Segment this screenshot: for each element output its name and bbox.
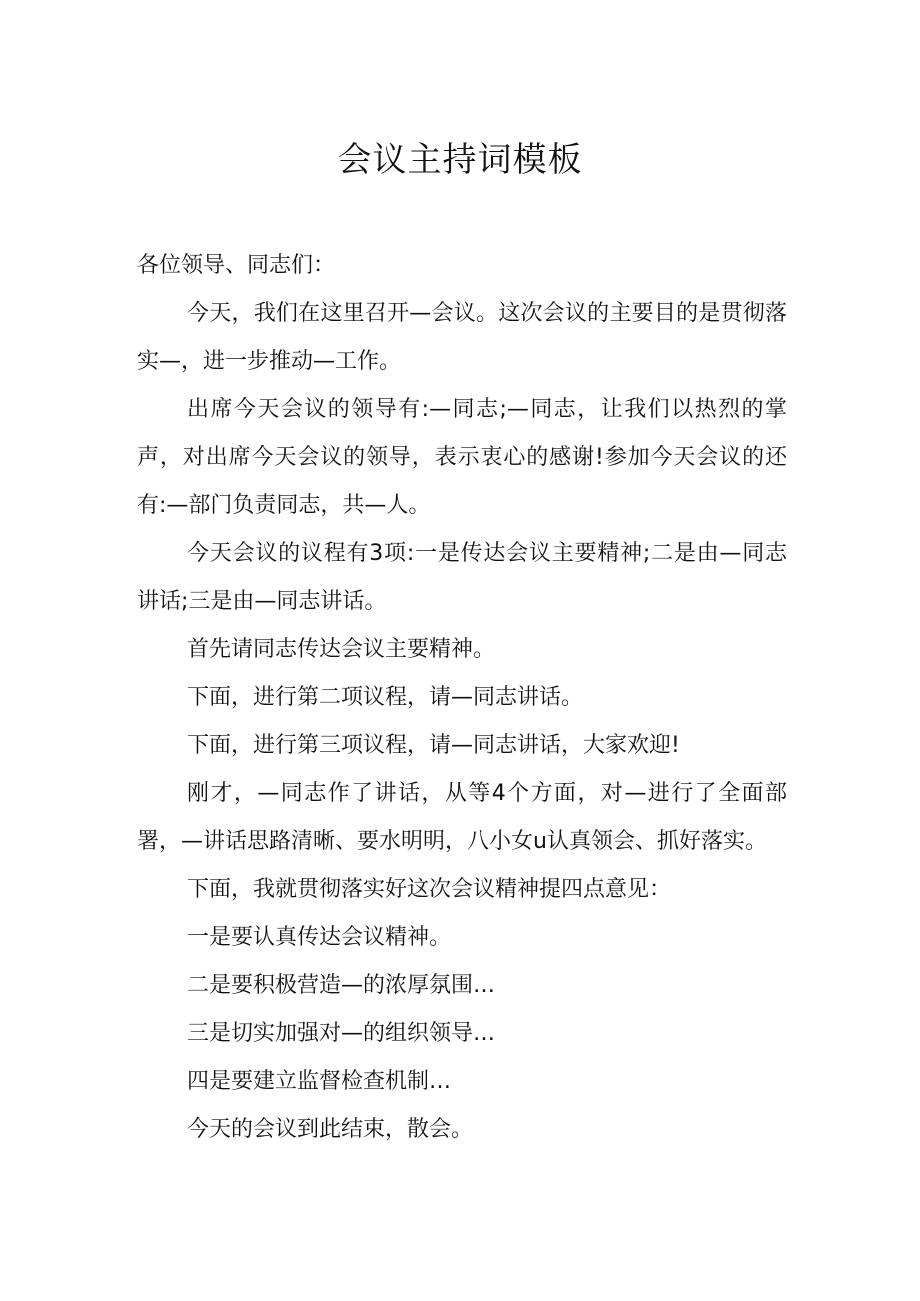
paragraph-2: 出席今天会议的领导有:—同志;—同志，让我们以热烈的掌声，对出席今天会议的领导，表示衷心的感谢!参加今天会议的还有:—部门负责同志，共—人。 — [137, 397, 787, 518]
paragraph-11: 三是切实加强对—的组织领导… — [187, 1021, 496, 1046]
document-title: 会议主持词模板 — [337, 140, 583, 180]
paragraph-5: 下面，进行第二项议程，请—同志讲话。 — [187, 685, 584, 710]
paragraph-8: 下面，我就贯彻落实好这次会议精神提四点意见： — [187, 877, 672, 902]
document-body — [137, 242, 787, 1154]
paragraph-9: 一是要认真传达会议精神。 — [187, 925, 452, 950]
paragraph-4: 首先请同志传达会议主要精神。 — [187, 637, 496, 662]
paragraph-3: 今天会议的议程有3项:一是传达会议主要精神;二是由—同志讲话;三是由—同志讲话。 — [137, 541, 787, 614]
greeting-line: 各位领导、同志们： — [137, 253, 336, 278]
paragraph-12: 四是要建立监督检查机制… — [187, 1069, 452, 1094]
paragraph-7: 刚才，—同志作了讲话，从等4个方面，对—进行了全面部署，—讲话思路清晰、要水明明，八小女u认真领会、抓好落实。 — [137, 781, 787, 854]
paragraph-13: 今天的会议到此结束，散会。 — [187, 1117, 474, 1142]
paragraph-1: 今天，我们在这里召开—会议。这次会议的主要目的是贯彻落实—，进一步推动—工作。 — [137, 301, 787, 374]
paragraph-10: 二是要积极营造—的浓厚氛围… — [187, 973, 496, 998]
paragraph-6: 下面，进行第三项议程，请—同志讲话，大家欢迎! — [187, 733, 680, 758]
